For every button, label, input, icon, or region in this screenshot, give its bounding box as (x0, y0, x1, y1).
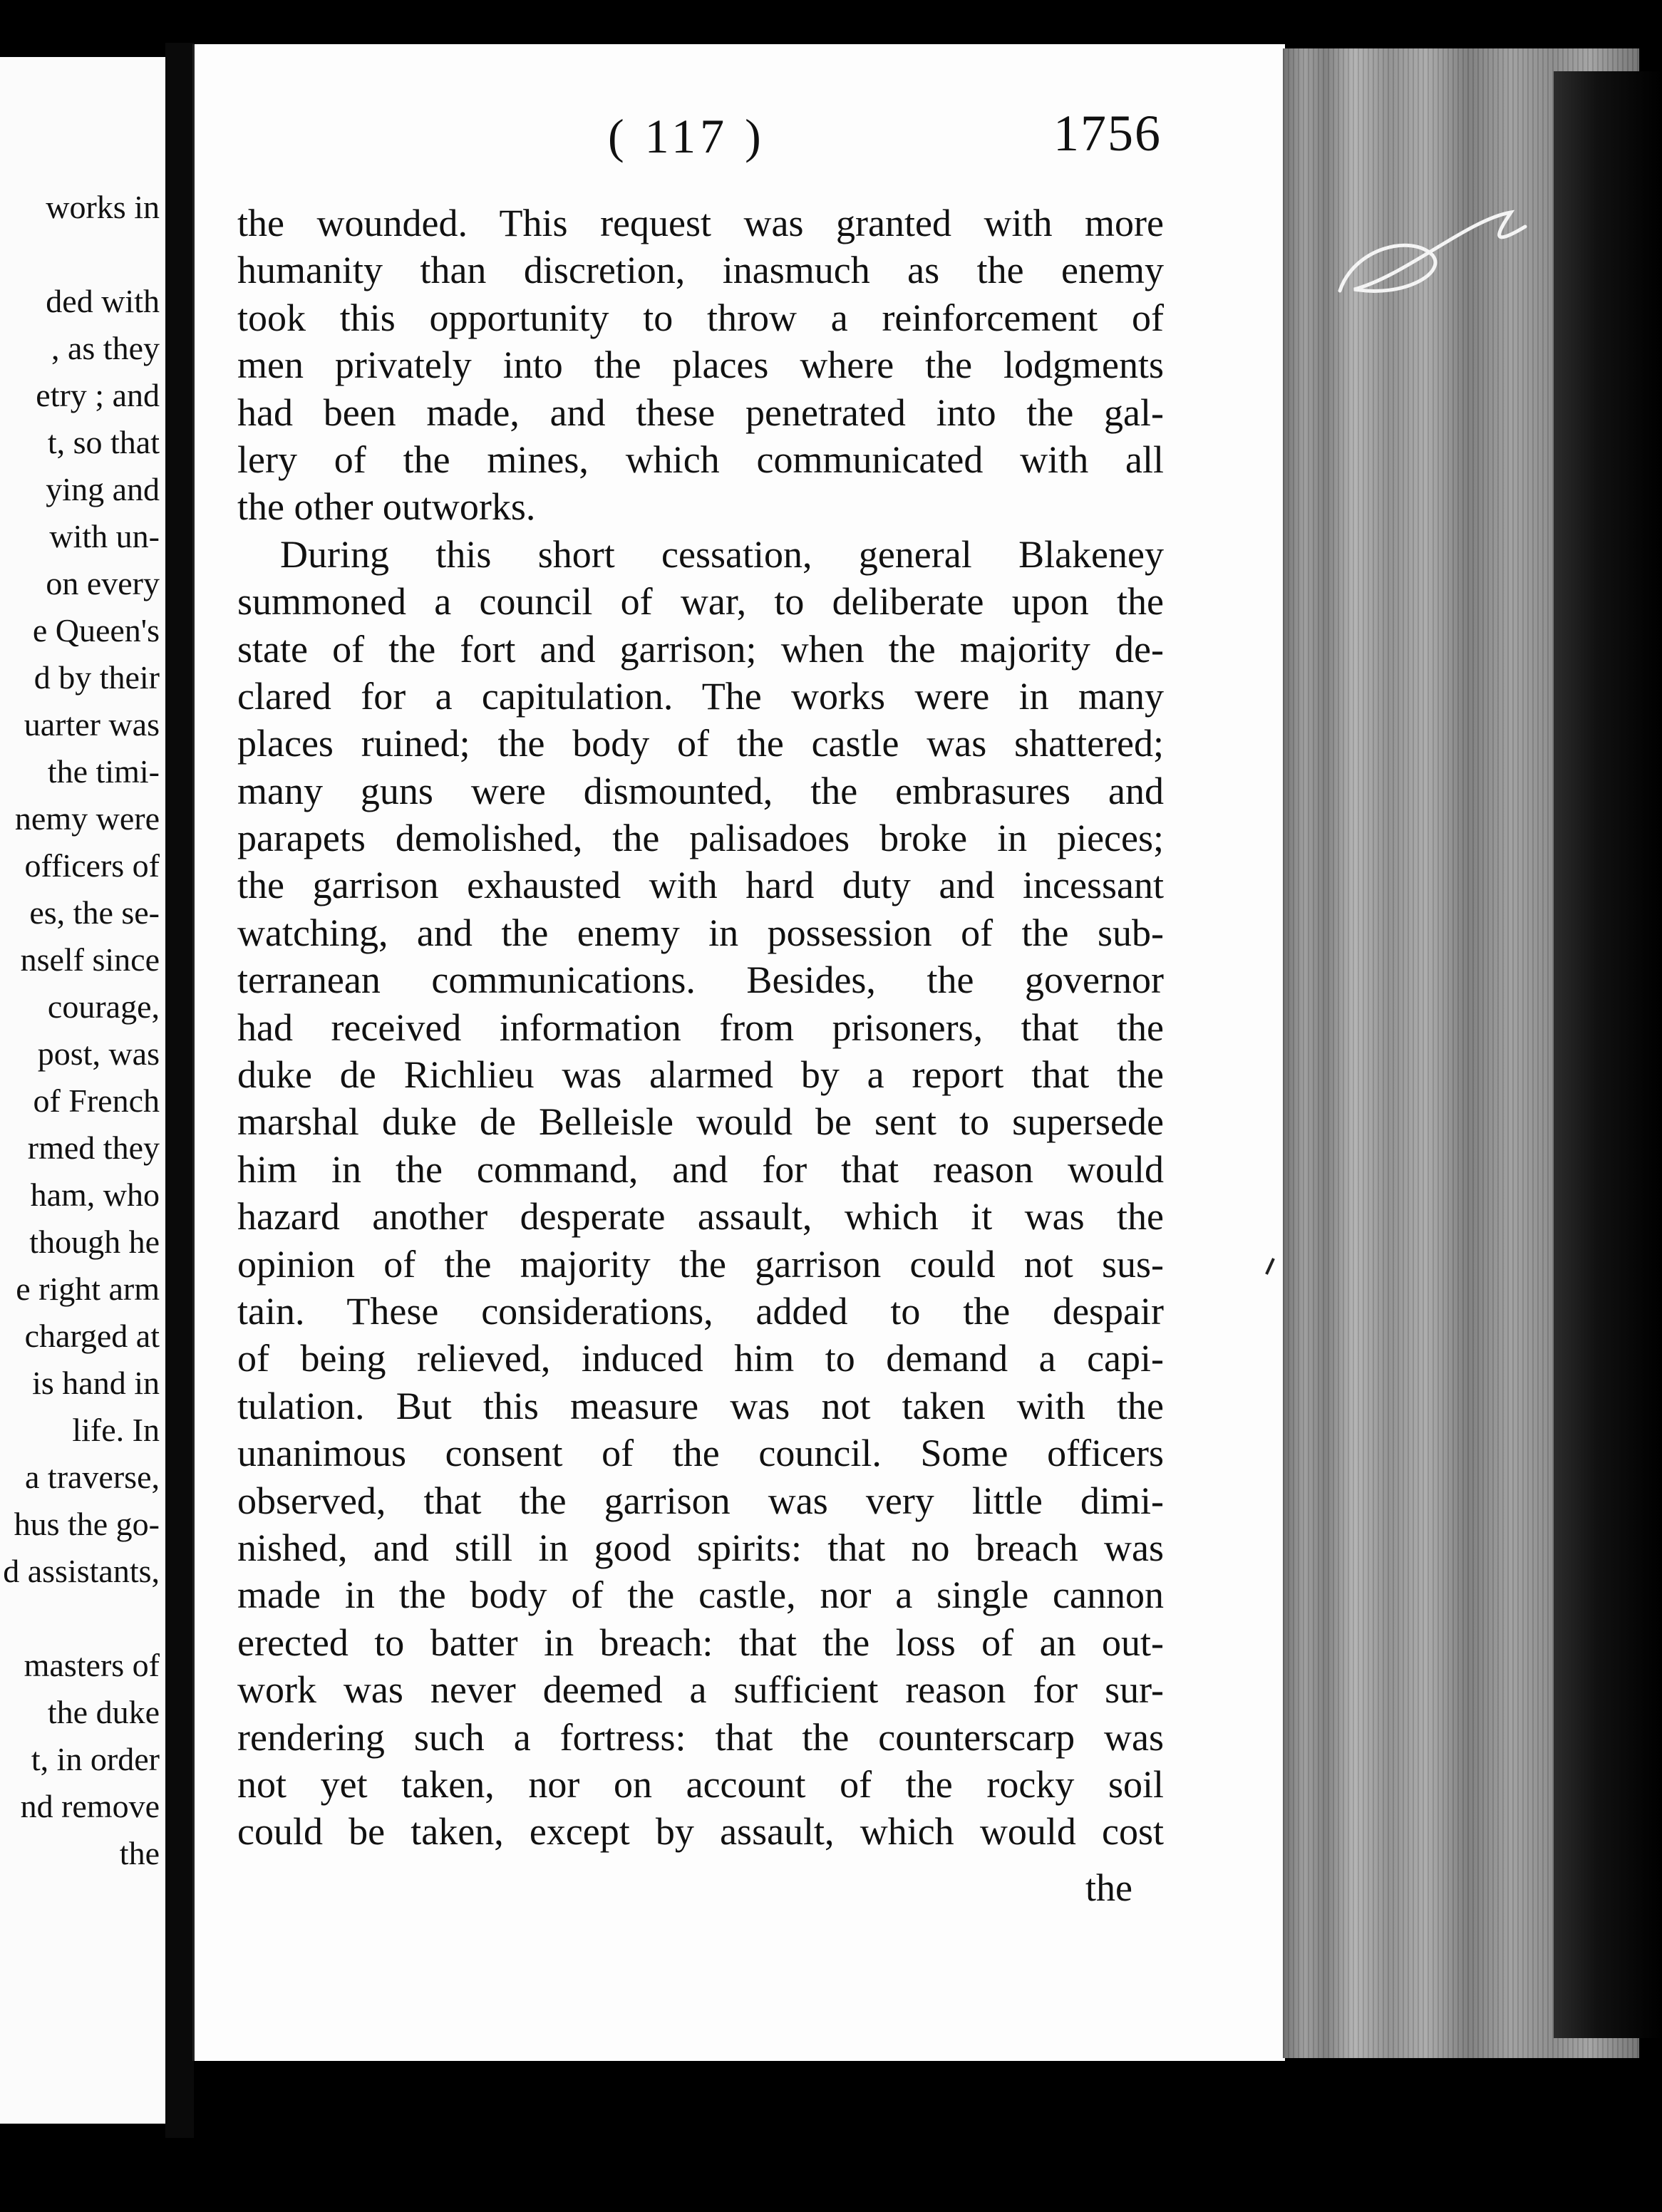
text-line: rendering such a fortress: that the counterscarp was (237, 1715, 1164, 1759)
running-head-year: 1756 (1053, 105, 1162, 162)
left-page-line: on every (46, 565, 160, 601)
page-number: ( 117 ) (608, 109, 765, 163)
left-page-line: the (119, 1835, 160, 1871)
left-page-line: masters of (24, 1647, 160, 1683)
book-edge-shadow (1554, 71, 1662, 2038)
left-page-fragment (0, 57, 168, 2124)
text-line: erected to batter in breach: that the loss of an out- (237, 1621, 1164, 1664)
text-line: work was never deemed a sufficient reason for sur- (237, 1668, 1164, 1712)
text-line: clared for a capitulation. The works were in many (237, 674, 1164, 718)
left-page-line: uarter was (24, 706, 160, 743)
left-page-line: ham, who (30, 1177, 160, 1213)
main-page (192, 44, 1285, 2061)
book-gutter (165, 43, 194, 2138)
text-line: humanity than discretion, inasmuch as the enemy (237, 249, 1164, 292)
text-line: took this opportunity to throw a reinforcement of (237, 296, 1164, 339)
left-page-line: nself since (20, 941, 160, 978)
left-page-line: is hand in (32, 1365, 160, 1401)
left-page-line: , as they (51, 330, 160, 366)
left-page-line: officers of (24, 847, 160, 884)
text-line: parapets demolished, the palisadoes broke in pieces; (237, 817, 1164, 860)
text-line: could be taken, except by assault, which would cost (237, 1810, 1164, 1854)
left-page-line: t, so that (47, 424, 160, 460)
text-line: the garrison exhausted with hard duty and incessant (237, 864, 1164, 907)
body-text (237, 200, 1164, 1856)
text-line: the wounded. This request was granted with more (237, 202, 1164, 244)
left-page-line: nd remove (20, 1788, 160, 1824)
left-page-line: d by their (33, 659, 160, 696)
left-page-line: rmed they (27, 1130, 160, 1166)
left-page-line: t, in order (31, 1741, 160, 1777)
left-page-line: with un- (49, 518, 160, 554)
text-line: duke de Richlieu was alarmed by a report that the (237, 1053, 1164, 1097)
left-page-line: charged at (24, 1318, 160, 1354)
text-line: watching, and the enemy in possession of the sub- (237, 911, 1164, 954)
left-page-line (3, 1595, 160, 1642)
text-line: During this short cessation, general Blakeney (280, 532, 1164, 576)
left-page-line: e Queen's (32, 612, 160, 648)
left-page-line: hus the go- (14, 1506, 160, 1542)
text-line: made in the body of the castle, nor a single cannon (237, 1573, 1164, 1617)
text-line: opinion of the majority the garrison could not sus- (237, 1242, 1164, 1286)
left-page-line: the timi- (47, 753, 160, 790)
left-page-line: etry ; and (36, 377, 160, 413)
text-line: many guns were dismounted, the embrasures and (237, 769, 1164, 812)
text-line: places ruined; the body of the castle was shattered; (237, 722, 1164, 765)
left-page-line (3, 231, 160, 278)
text-line: unanimous consent of the council. Some officers (237, 1432, 1164, 1475)
text-line: marshal duke de Belleisle would be sent to supersede (237, 1100, 1164, 1144)
ink-fleck-mark (1264, 1256, 1278, 1277)
text-line: terranean communications. Besides, the governor (237, 958, 1164, 1002)
left-page-line: ying and (46, 471, 160, 507)
left-page-line: life. In (72, 1412, 160, 1448)
left-page-line: es, the se- (29, 894, 160, 931)
left-page-line: works in (46, 189, 160, 225)
text-line: tain. These considerations, added to the despair (237, 1289, 1164, 1333)
left-page-line: courage, (47, 988, 160, 1025)
text-line: hazard another desperate assault, which it was the (237, 1195, 1164, 1239)
text-line: observed, that the garrison was very little dimi- (237, 1479, 1164, 1522)
text-line: of being relieved, induced him to demand a capi- (237, 1337, 1164, 1380)
left-page-line: a traverse, (25, 1459, 160, 1495)
left-page-line: nemy were (14, 800, 160, 837)
left-page-line: e right arm (16, 1271, 160, 1307)
left-page-line: of French (33, 1082, 160, 1119)
left-page-line: though he (29, 1224, 160, 1260)
text-line: state of the fort and garrison; when the majority de- (237, 627, 1164, 671)
pencil-squiggle-mark (1326, 205, 1539, 312)
text-line: lery of the mines, which communicated with all (237, 438, 1164, 481)
text-line: had been made, and these penetrated into the gal- (237, 391, 1164, 434)
running-head (195, 105, 1285, 172)
text-line: men privately into the places where the lodgments (237, 343, 1164, 387)
text-line: had received information from prisoners, that the (237, 1006, 1164, 1049)
text-line: him in the command, and for that reason would (237, 1147, 1164, 1191)
text-line: not yet taken, nor on account of the rocky soil (237, 1762, 1164, 1806)
text-line: summoned a council of war, to deliberate upon the (237, 580, 1164, 624)
text-line: nished, and still in good spirits: that no breach was (237, 1526, 1164, 1569)
text-line: the other outworks. (237, 485, 536, 529)
left-page-line: the duke (47, 1694, 160, 1730)
catchword: the (1085, 1866, 1132, 1909)
left-page-text (3, 184, 160, 1877)
left-page-line: post, was (37, 1035, 160, 1072)
text-line: tulation. But this measure was not taken with the (237, 1384, 1164, 1427)
left-page-line: ded with (46, 283, 160, 319)
left-page-line: d assistants, (3, 1553, 160, 1589)
